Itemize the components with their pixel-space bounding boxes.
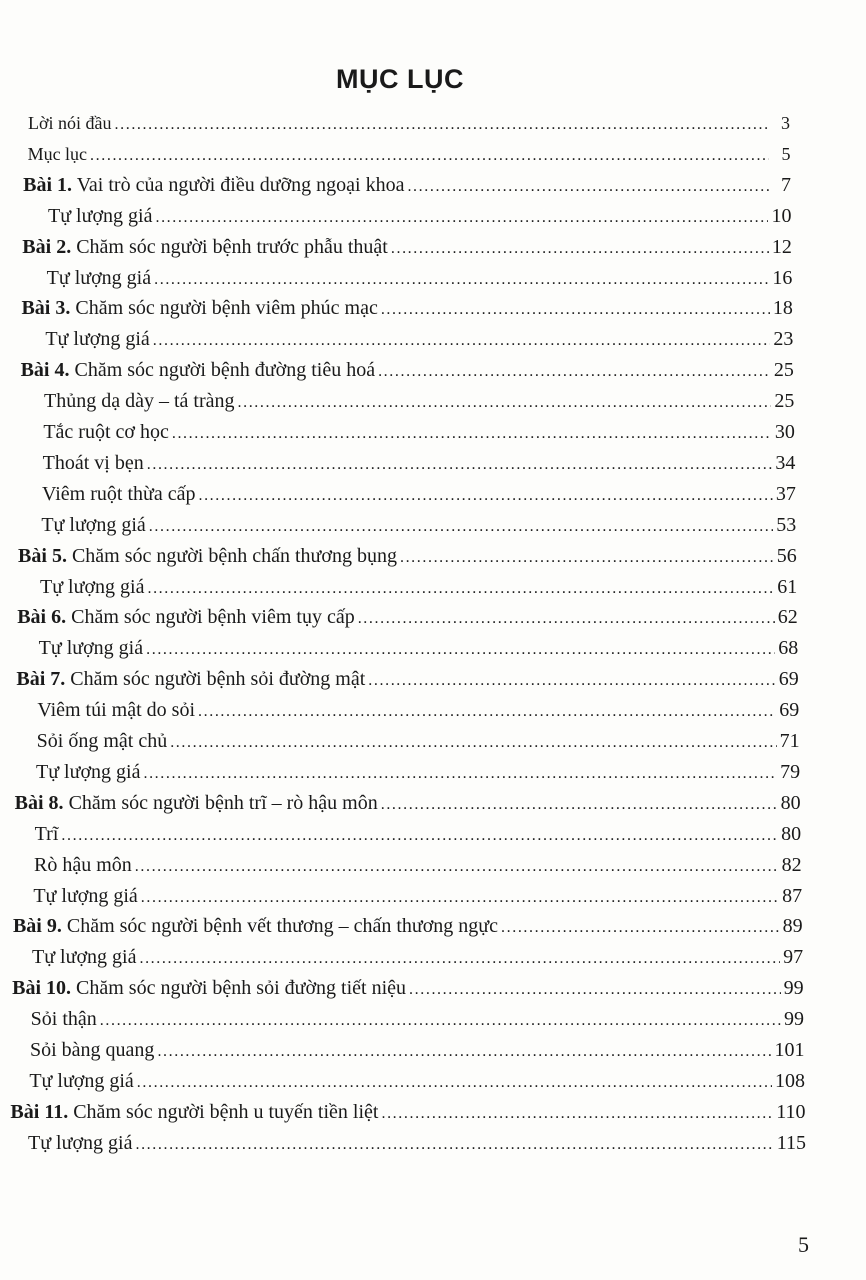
toc-entry [34,850,802,880]
dot-leader [400,543,774,573]
toc-entry [43,417,795,447]
toc-entry [28,139,791,169]
toc-entry [12,973,803,1003]
toc-page-number: 10 [771,204,792,227]
toc-entry [43,448,796,478]
toc-entry [36,757,800,787]
toc-entry [30,1035,805,1065]
toc-entry-title: Thoát vị bẹn [42,451,144,474]
toc-page-number: 101 [774,1039,805,1061]
dot-leader [115,110,769,140]
dot-leader [90,141,769,171]
toc-entry [10,1097,805,1127]
toc-entry-label [23,170,404,200]
toc-entry-label [32,942,136,972]
toc-entry-label [13,911,498,941]
toc-entry-title: Trĩ [34,822,59,845]
dot-leader [198,697,776,727]
toc-page-number: 7 [780,173,791,196]
toc-entry-label [28,108,112,138]
toc-entry-label [43,417,169,447]
toc-page-number: 56 [776,544,797,567]
toc-entry-title: Chăm sóc người bệnh trĩ – rò hậu môn [68,791,378,814]
toc-entry-label [17,602,355,632]
dot-leader [157,1037,771,1067]
toc-entry-title: Tự lượng giá [41,513,146,536]
dot-leader [143,759,777,789]
toc-page-number: 82 [781,853,802,876]
toc-entry [31,1004,804,1034]
toc-entry-label [29,1066,133,1096]
toc-entry-title: Thủng dạ dày – tá tràng [44,390,235,413]
toc-page-number: 99 [784,1008,805,1031]
dot-leader [153,326,771,356]
toc-entry-label [28,139,87,169]
toc-entry [40,572,797,602]
toc-entry-title: Tắc ruột cơ học [43,421,169,443]
toc-entry [28,1128,806,1158]
toc-entry [48,201,791,231]
dot-leader [135,1130,773,1160]
toc-entry-label [47,263,151,293]
toc-lesson-number: Bài 9. [12,915,62,938]
toc-entry-title: Chăm sóc người bệnh trước phẫu thuật [76,235,388,258]
toc-entry-label [48,201,152,231]
toc-entry-title: Lời nói đầu [28,113,112,133]
dot-leader [409,975,781,1005]
toc-entry-label [42,479,195,509]
toc-entry-label [30,1035,154,1065]
dot-leader [170,728,776,758]
toc-page-number: 80 [781,822,802,845]
dot-leader [172,419,772,449]
toc-entry-title: Chăm sóc người bệnh viêm tụy cấp [71,606,355,629]
toc-lesson-number: Bài 2. [22,235,72,258]
toc-entry-title: Tự lượng giá [29,1069,134,1092]
dot-leader [155,203,768,233]
toc-entry-title: Tự lượng giá [32,946,137,969]
dot-leader [381,295,770,325]
toc-entry-title: Sỏi bàng quang [30,1039,155,1061]
toc-entry [23,170,791,200]
toc-entry-label [22,232,388,262]
toc-page-number: 79 [780,760,801,783]
toc-entry-title: Mục lục [27,143,88,164]
dot-leader [149,512,774,542]
toc-entry [44,386,794,416]
toc-entry-title: Vai trò của người điều dưỡng ngoại khoa [76,173,405,196]
toc-entry [45,324,793,354]
toc-entry-label [15,788,378,818]
toc-page-number: 80 [780,791,801,814]
toc-entry-label [35,819,59,849]
toc-entry-label [21,355,375,385]
page-number: 5 [798,1232,809,1257]
toc-entry [39,633,799,663]
toc-entry [37,726,800,756]
toc-entry-title: Chăm sóc người bệnh vết thương – chấn thương ngực [66,915,499,938]
toc-page-number: 110 [776,1100,806,1123]
toc-entry-title: Sỏi ống mật chủ [36,730,168,752]
dot-leader [146,635,775,665]
toc-entry [16,664,798,694]
toc-page-number: 12 [771,235,792,258]
toc-entry [21,293,792,323]
toc-entry-title: Chăm sóc người bệnh viêm phúc mạc [75,297,378,320]
toc-page-number: 18 [772,297,793,320]
toc-page-number: 115 [776,1131,806,1154]
toc-page-number: 5 [781,143,791,164]
toc-entry-label [37,726,168,756]
toc-entry-title: Chăm sóc người bệnh đường tiêu hoá [74,359,376,382]
toc-entry [29,1066,805,1096]
toc-entry-title: Viêm ruột thừa cấp [42,482,196,505]
toc-page-number: 97 [783,946,804,969]
toc-entry-label [16,664,365,694]
toc-entry-title: Chăm sóc người bệnh chấn thương bụng [71,544,397,567]
toc-entry-label [43,448,144,478]
toc-entry-label [45,324,149,354]
toc-lesson-number: Bài 4. [20,359,70,382]
dot-leader [378,357,771,387]
toc-page-number: 68 [778,637,799,660]
toc-entry [47,263,793,293]
dot-leader [381,1099,773,1129]
toc-entry-title: Tự lượng giá [46,266,152,289]
toc-lesson-number: Bài 6. [17,606,67,629]
dot-leader [391,234,769,264]
dot-leader [100,1006,781,1036]
dot-leader [135,852,779,882]
dot-leader [154,265,769,295]
dot-leader [141,883,779,913]
toc-page-number: 16 [772,266,793,289]
toc-lesson-number: Bài 1. [23,173,73,196]
dot-leader [368,666,775,696]
toc-entry-label [40,572,144,602]
dot-leader [501,913,780,943]
toc-entry [33,881,802,911]
toc-page-number: 25 [773,359,794,382]
toc-page-number: 89 [782,915,803,938]
toc-entry [15,788,801,818]
toc-lesson-number: Bài 3. [21,297,71,320]
toc-lesson-number: Bài 10. [12,977,72,1000]
toc-entry-label [34,850,132,880]
toc-entry [22,232,792,262]
toc-page-number: 30 [774,421,795,443]
toc-entry [17,602,798,632]
toc-entry-label [41,510,145,540]
toc-entry [41,510,796,540]
toc-page-number: 99 [783,977,804,1000]
toc-entry-title: Tự lượng giá [40,575,145,598]
toc-page-number: 87 [782,884,803,907]
dot-leader [137,1068,772,1098]
toc-entry [28,108,790,138]
toc-page-number: 108 [775,1069,806,1092]
toc-entry-label [12,973,406,1003]
toc-entry-label [33,881,137,911]
toc-lesson-number: Bài 8. [14,791,64,814]
toc-entry-label [21,293,377,323]
dot-leader [61,821,778,851]
toc-page-number: 23 [773,328,794,351]
toc-page-number: 34 [775,451,796,474]
toc-entry-label [28,1128,132,1158]
toc-entry-title: Tự lượng giá [48,204,153,227]
toc-entry [18,541,797,571]
toc-page-number: 3 [781,113,790,133]
toc-entry-title: Tự lượng giá [33,884,138,907]
dot-leader [198,481,772,511]
toc-entry-title: Tự lượng giá [28,1131,133,1154]
toc-entry-title: Rò hậu môn [34,853,132,876]
toc-page-number: 37 [775,482,796,505]
dot-leader [147,450,773,480]
toc-entry-title: Tự lượng giá [36,760,141,783]
toc-entry [32,942,803,972]
toc-entry-label [44,386,235,416]
toc-entry-label [18,541,397,571]
toc-page-number: 62 [777,606,798,629]
toc-lesson-number: Bài 7. [16,668,66,691]
toc-entry [21,355,794,385]
dot-leader [407,172,770,202]
toc-entry-title: Sỏi thận [30,1008,97,1031]
toc-lesson-number: Bài 5. [18,544,67,567]
toc-page-number: 61 [777,575,798,598]
dot-leader [139,944,780,974]
toc-lesson-number: Bài 11. [10,1100,69,1123]
toc-entry [42,479,796,509]
toc-entry-label [31,1004,97,1034]
toc-entry-label [37,695,195,725]
toc-page-number: 69 [778,668,799,691]
dot-leader [238,388,772,418]
page-title: MỤC LỤC [336,64,464,94]
toc-entry-title: Tự lượng giá [45,328,150,351]
toc-entry-title: Chăm sóc người bệnh sỏi đường mật [70,668,366,691]
toc-entry [35,819,801,849]
dot-leader [358,604,775,634]
toc-page-number: 71 [779,730,800,752]
dot-leader [147,574,774,604]
toc-entry [13,911,803,941]
toc-page-number: 53 [776,513,797,536]
toc-entry [37,695,799,725]
toc-entry-label [39,633,143,663]
toc-entry-title: Viêm túi mật do sỏi [37,699,196,722]
toc-page-number: 25 [774,390,795,413]
toc-entry-title: Chăm sóc người bệnh sỏi đường tiết niệu [76,977,407,1000]
toc-entry-title: Tự lượng giá [38,637,144,660]
toc-entry-label [10,1097,378,1127]
toc-entry-label [36,757,140,787]
dot-leader [381,790,778,820]
toc-entry-title: Chăm sóc người bệnh u tuyến tiền liệt [73,1100,379,1123]
toc-page-number: 69 [779,699,800,722]
